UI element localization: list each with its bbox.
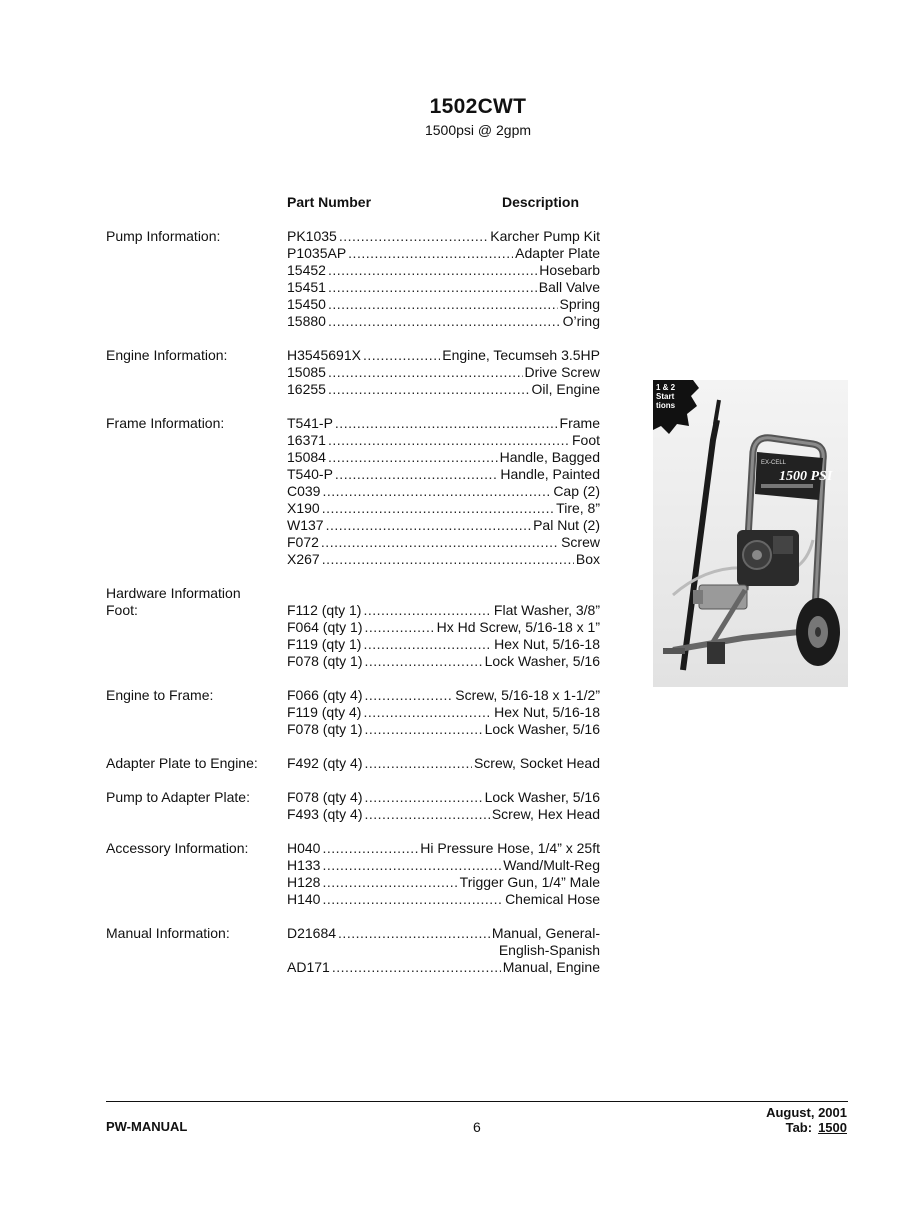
part-row: [287, 551, 600, 568]
part-row: [287, 228, 600, 245]
dot-leader: [322, 874, 457, 891]
part-row: [287, 619, 600, 636]
dot-leader: [338, 925, 490, 942]
part-description: Frame: [559, 415, 600, 431]
part-description: Oil, Engine: [531, 381, 600, 397]
part-number: F119 (qty 1): [287, 636, 362, 652]
part-row: [287, 449, 600, 466]
dot-leader: [364, 789, 482, 806]
part-row: [287, 500, 600, 517]
part-description: Screw, Socket Head: [473, 755, 600, 771]
part-row: [287, 636, 600, 653]
part-number: X190: [287, 500, 320, 516]
part-number: 15085: [287, 364, 326, 380]
part-description: Hex Nut, 5/16-18: [494, 636, 600, 652]
brand-label: EX-CELL: [761, 460, 787, 466]
part-description: Karcher Pump Kit: [490, 228, 600, 244]
part-description: Trigger Gun, 1/4” Male: [459, 874, 600, 890]
part-number: F078 (qty 1): [287, 721, 363, 737]
part-row: [287, 806, 600, 823]
dot-leader: [364, 755, 471, 772]
parts-group: [0, 840, 906, 908]
group-label: Hardware Information Foot:: [106, 585, 241, 618]
part-description: Screw: [561, 534, 600, 550]
parts-rows: [287, 687, 600, 738]
part-description: Handle, Bagged: [499, 449, 600, 465]
part-row: [287, 721, 600, 738]
part-row: [287, 364, 600, 381]
pressure-washer-image: [653, 380, 848, 687]
part-row: [287, 789, 600, 806]
part-number: P1035AP: [287, 245, 347, 261]
part-description: Foot: [571, 432, 600, 448]
dot-leader: [328, 262, 537, 279]
dot-leader: [328, 449, 498, 466]
part-number: 15084: [287, 449, 326, 465]
dot-leader: [335, 415, 558, 432]
dot-leader: [335, 466, 498, 483]
footer-tab-value: 1500: [818, 1120, 847, 1135]
part-description: Cap (2): [553, 483, 600, 499]
page-number: 6: [473, 1119, 481, 1135]
part-number: F064 (qty 1): [287, 619, 363, 635]
dot-leader: [322, 500, 554, 517]
column-header-part-number: Part Number: [287, 194, 372, 210]
part-row: [287, 840, 600, 857]
part-row: [287, 755, 600, 772]
part-row: [287, 959, 600, 976]
part-row: [287, 347, 600, 364]
part-number: F066 (qty 4): [287, 687, 363, 703]
parts-rows: [287, 925, 600, 976]
group-label: Engine Information:: [106, 347, 228, 363]
part-number: F078 (qty 1): [287, 653, 363, 669]
dot-leader: [363, 602, 491, 619]
part-description: Hosebarb: [539, 262, 600, 278]
column-header-description: Description: [502, 194, 580, 210]
badge-line-2: Start: [656, 392, 675, 401]
part-number: AD171: [287, 959, 330, 975]
part-number: D21684: [287, 925, 337, 941]
part-description: Wand/Mult-Reg: [503, 857, 600, 873]
dot-leader: [322, 891, 503, 908]
part-number: F492 (qty 4): [287, 755, 363, 771]
group-label: Adapter Plate to Engine:: [106, 755, 258, 771]
footer-divider: [106, 1101, 848, 1102]
part-description: Engine, Tecumseh 3.5HP: [442, 347, 600, 363]
sign-label: 1500 PSI: [779, 469, 833, 484]
dot-leader: [322, 857, 501, 874]
dot-leader: [364, 687, 453, 704]
dot-leader: [321, 534, 559, 551]
part-row: [287, 262, 600, 279]
part-row: [287, 534, 600, 551]
dot-leader: [322, 483, 551, 500]
parts-group: [0, 228, 906, 330]
badge-line-1: 1 & 2: [656, 383, 676, 392]
dot-leader: [364, 806, 489, 823]
part-description: Manual, Engine: [502, 959, 600, 975]
part-row: [287, 704, 600, 721]
parts-group: [0, 925, 906, 976]
part-description: Pal Nut (2): [533, 517, 600, 533]
part-description: Handle, Painted: [500, 466, 600, 482]
part-description: Hi Pressure Hose, 1/4” x 25ft: [420, 840, 600, 856]
dot-leader: [328, 381, 530, 398]
pressure-washer-photo: [653, 380, 848, 687]
part-number: F112 (qty 1): [287, 602, 362, 618]
part-description: Drive Screw: [524, 364, 600, 380]
parts-group: [0, 687, 906, 738]
footer-date-tab: [766, 1105, 847, 1135]
part-row: [287, 857, 600, 874]
group-label: Pump Information:: [106, 228, 221, 244]
part-number: 15880: [287, 313, 326, 329]
part-number: PK1035: [287, 228, 337, 244]
dot-leader: [348, 245, 513, 262]
parts-rows: [287, 840, 600, 908]
part-row: [287, 313, 600, 330]
group-label: Pump to Adapter Plate:: [106, 789, 250, 805]
part-description: Ball Valve: [538, 279, 600, 295]
part-number: F493 (qty 4): [287, 806, 363, 822]
footer-manual-name: PW-MANUAL: [106, 1119, 188, 1134]
dot-leader: [328, 432, 570, 449]
part-description: English-Spanish: [498, 942, 600, 958]
group-label: Accessory Information:: [106, 840, 249, 856]
part-description: Screw, Hex Head: [491, 806, 600, 822]
part-row: [287, 891, 600, 908]
part-row: [287, 687, 600, 704]
dot-leader: [339, 228, 488, 245]
part-row: [287, 245, 600, 262]
dot-leader: [326, 517, 532, 534]
part-description: O’ring: [562, 313, 600, 329]
dot-leader: [363, 704, 492, 721]
group-label: Frame Information:: [106, 415, 225, 431]
part-number: 16255: [287, 381, 326, 397]
part-row: [287, 279, 600, 296]
page-subtitle: 1500psi @ 2gpm: [424, 122, 532, 138]
part-number: H128: [287, 874, 321, 890]
part-row: [287, 942, 600, 959]
parts-rows: [287, 228, 600, 330]
part-description: Lock Washer, 5/16: [484, 653, 600, 669]
part-row: [287, 466, 600, 483]
dot-leader: [364, 721, 482, 738]
dot-leader: [322, 551, 574, 568]
dot-leader: [328, 313, 561, 330]
parts-rows: [287, 585, 600, 670]
parts-rows: [287, 347, 600, 398]
part-number: F072: [287, 534, 319, 550]
part-number: F078 (qty 4): [287, 789, 363, 805]
part-number: 16371: [287, 432, 326, 448]
part-description: Hx Hd Screw, 5/16-18 x 1”: [436, 619, 600, 635]
part-description: Adapter Plate: [515, 245, 600, 261]
part-number: C039: [287, 483, 321, 499]
part-number: T541-P: [287, 415, 333, 431]
part-number: 15452: [287, 262, 326, 278]
part-description: Box: [575, 551, 600, 567]
part-description: Hex Nut, 5/16-18: [494, 704, 600, 720]
footer-date: August, 2001: [766, 1105, 847, 1120]
group-label: Manual Information:: [106, 925, 230, 941]
part-number: H040: [287, 840, 321, 856]
dot-leader: [322, 840, 418, 857]
part-number: 15451: [287, 279, 326, 295]
part-description: Spring: [559, 296, 600, 312]
part-row: [287, 925, 600, 942]
dot-leader: [364, 619, 434, 636]
dot-leader: [363, 347, 440, 364]
dot-leader: [332, 959, 501, 976]
badge-line-3: tions: [656, 401, 676, 410]
part-description: Tire, 8”: [556, 500, 600, 516]
dot-leader: [363, 636, 492, 653]
parts-rows: [287, 789, 600, 823]
page-title: 1502CWT: [429, 95, 527, 118]
dot-leader: [328, 364, 523, 381]
dot-leader: [364, 653, 482, 670]
dot-leader: [328, 279, 537, 296]
part-row: [287, 602, 600, 619]
dot-leader: [328, 296, 558, 313]
part-row: [287, 381, 600, 398]
part-number: H133: [287, 857, 321, 873]
part-row: [287, 483, 600, 500]
part-number: X267: [287, 551, 320, 567]
part-number: T540-P: [287, 466, 333, 482]
parts-group: [0, 789, 906, 823]
part-description: Manual, General-: [491, 925, 600, 941]
footer-tab: [766, 1120, 847, 1135]
part-description: Lock Washer, 5/16: [484, 789, 600, 805]
part-number: 15450: [287, 296, 326, 312]
part-number: W137: [287, 517, 324, 533]
part-number: H3545691X: [287, 347, 361, 363]
part-description: Flat Washer, 3/8”: [493, 602, 600, 618]
part-row: [287, 517, 600, 534]
part-row: [287, 432, 600, 449]
part-row: [287, 653, 600, 670]
parts-group: [0, 755, 906, 772]
part-description: Screw, 5/16-18 x 1-1/2”: [455, 687, 600, 703]
part-row: [287, 415, 600, 432]
part-number: H140: [287, 891, 321, 907]
part-description: Lock Washer, 5/16: [484, 721, 600, 737]
part-row: [287, 874, 600, 891]
parts-rows: [287, 755, 600, 772]
parts-rows: [287, 415, 600, 568]
part-number: F119 (qty 4): [287, 704, 362, 720]
footer-tab-label: Tab:: [785, 1120, 813, 1135]
part-description: Chemical Hose: [505, 891, 600, 907]
part-row: [287, 296, 600, 313]
group-label: Engine to Frame:: [106, 687, 214, 703]
